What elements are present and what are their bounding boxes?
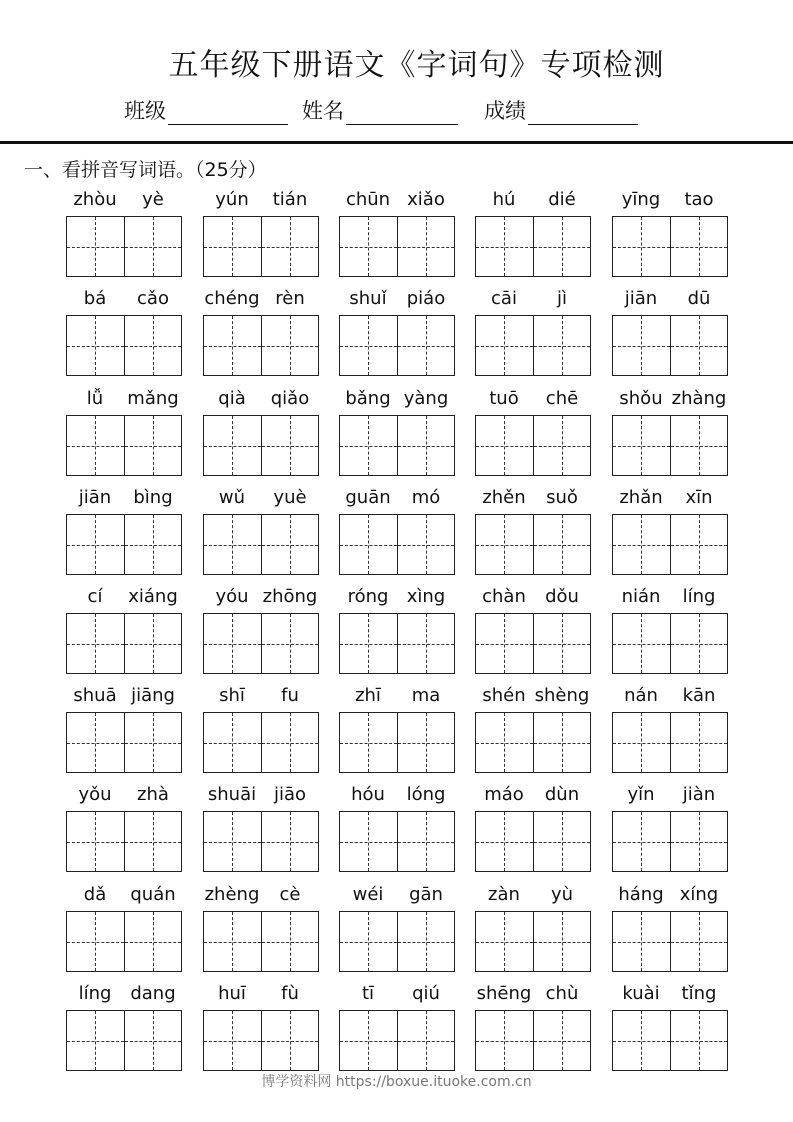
pinyin-label [612, 685, 728, 709]
character-cell[interactable] [613, 1011, 670, 1070]
pinyin-syllable: yīng [621, 189, 661, 210]
tianzige-boxes[interactable] [475, 315, 591, 376]
character-cell[interactable] [476, 217, 533, 276]
character-cell[interactable] [397, 912, 455, 971]
pinyin-syllable: dùn [544, 784, 580, 805]
pinyin-label [203, 685, 319, 709]
pinyin-label [339, 189, 455, 213]
character-cell[interactable] [533, 316, 591, 375]
pinyin-syllable: fù [281, 983, 299, 1004]
pinyin-label [339, 388, 455, 412]
pinyin-syllable: líng [78, 983, 112, 1004]
tianzige-boxes[interactable] [203, 415, 319, 476]
character-cell[interactable] [340, 416, 397, 475]
character-cell[interactable] [67, 316, 124, 375]
pinyin-label [612, 288, 728, 312]
pinyin-label [475, 884, 591, 908]
pinyin-syllable: cǎo [137, 288, 169, 309]
pinyin-syllable: chūn [345, 189, 391, 210]
pinyin-syllable: jì [556, 288, 567, 309]
pinyin-label [203, 487, 319, 511]
character-cell[interactable] [397, 217, 455, 276]
pinyin-syllable: qiǎo [270, 388, 310, 409]
character-cell[interactable] [340, 614, 397, 673]
pinyin-syllable: tao [684, 189, 714, 210]
tianzige-boxes[interactable] [612, 911, 728, 972]
character-cell[interactable] [397, 614, 455, 673]
character-cell[interactable] [533, 912, 591, 971]
character-cell[interactable] [397, 1011, 455, 1070]
tianzige-boxes[interactable] [203, 911, 319, 972]
pinyin-syllable: zàn [488, 884, 520, 905]
tianzige-boxes[interactable] [339, 216, 455, 277]
character-cell[interactable] [670, 614, 728, 673]
pinyin-label [66, 983, 182, 1007]
character-cell[interactable] [124, 416, 182, 475]
character-cell[interactable] [261, 1011, 319, 1070]
pinyin-label [612, 388, 728, 412]
character-cell[interactable] [124, 316, 182, 375]
character-cell[interactable] [340, 713, 397, 772]
character-cell[interactable] [533, 812, 591, 871]
page-title: 五年级下册语文《字词句》专项检测 [168, 48, 665, 83]
character-cell[interactable] [613, 416, 670, 475]
character-cell[interactable] [476, 416, 533, 475]
pinyin-label [612, 983, 728, 1007]
character-cell[interactable] [476, 713, 533, 772]
character-cell[interactable] [124, 912, 182, 971]
character-cell[interactable] [476, 515, 533, 574]
tianzige-boxes[interactable] [203, 1010, 319, 1071]
character-cell[interactable] [204, 316, 261, 375]
pinyin-label [612, 784, 728, 808]
pinyin-syllable: cè [279, 884, 301, 905]
tianzige-boxes[interactable] [612, 811, 728, 872]
pinyin-syllable: kuài [622, 983, 660, 1004]
character-cell[interactable] [670, 1011, 728, 1070]
tianzige-boxes[interactable] [66, 613, 182, 674]
character-cell[interactable] [261, 515, 319, 574]
pinyin-syllable: máo [484, 784, 524, 805]
character-cell[interactable] [261, 416, 319, 475]
character-cell[interactable] [613, 217, 670, 276]
pinyin-syllable: lǚ [86, 388, 104, 409]
tianzige-boxes[interactable] [66, 216, 182, 277]
pinyin-syllable: guān [345, 487, 391, 508]
pinyin-syllable: xiáng [128, 586, 178, 607]
character-cell[interactable] [670, 515, 728, 574]
pinyin-syllable: líng [682, 586, 716, 607]
pinyin-syllable: jiān [624, 288, 658, 309]
pinyin-syllable: gān [409, 884, 443, 905]
pinyin-syllable: bá [83, 288, 107, 309]
pinyin-syllable: wǔ [218, 487, 246, 508]
pinyin-label [612, 487, 728, 511]
pinyin-label [339, 685, 455, 709]
pinyin-syllable: tī [361, 983, 375, 1004]
tianzige-boxes[interactable] [339, 613, 455, 674]
pinyin-syllable: qià [218, 388, 246, 409]
pinyin-syllable: tuō [489, 388, 519, 409]
character-cell[interactable] [613, 713, 670, 772]
pinyin-syllable: mǎng [127, 388, 179, 409]
pinyin-syllable: chéng [204, 288, 260, 309]
tianzige-boxes[interactable] [612, 613, 728, 674]
character-cell[interactable] [261, 217, 319, 276]
tianzige-boxes[interactable] [612, 712, 728, 773]
pinyin-syllable: dang [130, 983, 176, 1004]
pinyin-syllable: suǒ [546, 487, 578, 508]
pinyin-label [612, 189, 728, 213]
character-cell[interactable] [204, 1011, 261, 1070]
pinyin-label [475, 487, 591, 511]
pinyin-label [66, 388, 182, 412]
pinyin-syllable: zhèng [204, 884, 260, 905]
character-cell[interactable] [340, 316, 397, 375]
pinyin-label [339, 288, 455, 312]
pinyin-syllable: jiān [78, 487, 112, 508]
character-cell[interactable] [67, 713, 124, 772]
character-cell[interactable] [476, 912, 533, 971]
character-cell[interactable] [340, 1011, 397, 1070]
tianzige-boxes[interactable] [203, 315, 319, 376]
character-cell[interactable] [340, 812, 397, 871]
pinyin-syllable: háng [618, 884, 664, 905]
name-label: 姓名 [302, 99, 344, 123]
pinyin-syllable: fu [281, 685, 299, 706]
pinyin-label [203, 288, 319, 312]
section-heading: 一、看拼音写词语。（25分） [24, 159, 267, 181]
class-label: 班级 [124, 99, 166, 123]
pinyin-syllable: chù [545, 983, 579, 1004]
tianzige-boxes[interactable] [475, 415, 591, 476]
pinyin-syllable: jiāng [131, 685, 175, 706]
pinyin-label [203, 784, 319, 808]
character-cell[interactable] [613, 316, 670, 375]
character-cell[interactable] [670, 316, 728, 375]
character-cell[interactable] [476, 812, 533, 871]
character-cell[interactable] [670, 912, 728, 971]
pinyin-syllable: shēng [476, 983, 532, 1004]
character-cell[interactable] [613, 515, 670, 574]
pinyin-syllable: yè [142, 189, 164, 210]
pinyin-syllable: rèn [275, 288, 305, 309]
pinyin-label [203, 884, 319, 908]
character-cell[interactable] [67, 812, 124, 871]
character-cell[interactable] [340, 217, 397, 276]
pinyin-label [66, 487, 182, 511]
pinyin-syllable: zhǎn [619, 487, 663, 508]
pinyin-syllable: qiú [412, 983, 440, 1004]
pinyin-syllable: tián [272, 189, 308, 210]
pinyin-label [339, 884, 455, 908]
character-cell[interactable] [204, 812, 261, 871]
pinyin-syllable: jiàn [682, 784, 716, 805]
character-cell[interactable] [670, 217, 728, 276]
pinyin-syllable: xiǎo [407, 189, 445, 210]
character-cell[interactable] [204, 713, 261, 772]
pinyin-syllable: zhī [355, 685, 381, 706]
character-cell[interactable] [67, 515, 124, 574]
class-blank[interactable] [168, 102, 288, 125]
pinyin-syllable: zhàng [671, 388, 727, 409]
character-cell[interactable] [476, 1011, 533, 1070]
pinyin-label [66, 586, 182, 610]
character-cell[interactable] [533, 614, 591, 673]
pinyin-syllable: lóng [406, 784, 446, 805]
character-cell[interactable] [533, 713, 591, 772]
pinyin-syllable: shuāi [207, 784, 257, 805]
pinyin-label [66, 685, 182, 709]
tianzige-boxes[interactable] [339, 315, 455, 376]
pinyin-syllable: nán [624, 685, 658, 706]
pinyin-syllable: dié [548, 189, 576, 210]
character-cell[interactable] [204, 416, 261, 475]
character-cell[interactable] [476, 614, 533, 673]
character-cell[interactable] [261, 812, 319, 871]
pinyin-syllable: ma [411, 685, 441, 706]
tianzige-boxes[interactable] [66, 415, 182, 476]
tianzige-boxes[interactable] [612, 1010, 728, 1071]
tianzige-boxes[interactable] [66, 315, 182, 376]
pinyin-syllable: róng [347, 586, 389, 607]
pinyin-label [612, 884, 728, 908]
tianzige-boxes[interactable] [203, 216, 319, 277]
character-cell[interactable] [67, 912, 124, 971]
pinyin-syllable: bìng [133, 487, 173, 508]
pinyin-syllable: dū [687, 288, 711, 309]
pinyin-syllable: cāi [491, 288, 517, 309]
pinyin-syllable: dǎ [83, 884, 107, 905]
character-cell[interactable] [204, 912, 261, 971]
pinyin-syllable: xíng [679, 884, 719, 905]
pinyin-syllable: jiāo [273, 784, 307, 805]
pinyin-syllable: shèng [534, 685, 590, 706]
pinyin-syllable: zhà [137, 784, 169, 805]
pinyin-syllable: bǎng [345, 388, 391, 409]
pinyin-label [339, 784, 455, 808]
tianzige-boxes[interactable] [475, 1010, 591, 1071]
pinyin-label [66, 189, 182, 213]
character-cell[interactable] [261, 912, 319, 971]
tianzige-boxes[interactable] [475, 911, 591, 972]
tianzige-boxes[interactable] [339, 415, 455, 476]
character-cell[interactable] [124, 614, 182, 673]
character-cell[interactable] [670, 713, 728, 772]
pinyin-label [339, 983, 455, 1007]
pinyin-syllable: zhōng [262, 586, 318, 607]
pinyin-syllable: dǒu [545, 586, 579, 607]
pinyin-syllable: shǒu [619, 388, 663, 409]
pinyin-label [475, 189, 591, 213]
pinyin-syllable: shuǐ [349, 288, 387, 309]
tianzige-boxes[interactable] [339, 811, 455, 872]
character-cell[interactable] [476, 316, 533, 375]
pinyin-syllable: tǐng [681, 983, 717, 1004]
character-cell[interactable] [670, 812, 728, 871]
character-cell[interactable] [533, 416, 591, 475]
tianzige-boxes[interactable] [66, 1010, 182, 1071]
pinyin-label [203, 586, 319, 610]
pinyin-label [66, 784, 182, 808]
pinyin-syllable: yù [550, 884, 574, 905]
character-cell[interactable] [397, 515, 455, 574]
tianzige-boxes[interactable] [612, 415, 728, 476]
character-cell[interactable] [533, 217, 591, 276]
character-cell[interactable] [340, 515, 397, 574]
pinyin-label [475, 388, 591, 412]
pinyin-label [339, 586, 455, 610]
pinyin-label [475, 983, 591, 1007]
character-cell[interactable] [124, 515, 182, 574]
tianzige-boxes[interactable] [339, 911, 455, 972]
pinyin-syllable: hú [492, 189, 516, 210]
pinyin-syllable: yóu [215, 586, 249, 607]
character-cell[interactable] [397, 812, 455, 871]
tianzige-boxes[interactable] [612, 216, 728, 277]
pinyin-label [66, 884, 182, 908]
pinyin-syllable: shén [482, 685, 526, 706]
character-cell[interactable] [124, 217, 182, 276]
pinyin-syllable: huī [218, 983, 246, 1004]
pinyin-syllable: zhěn [482, 487, 526, 508]
tianzige-boxes[interactable] [203, 712, 319, 773]
header-divider [0, 141, 793, 144]
character-cell[interactable] [124, 713, 182, 772]
character-cell[interactable] [204, 515, 261, 574]
tianzige-boxes[interactable] [203, 514, 319, 575]
pinyin-label [475, 784, 591, 808]
pinyin-syllable: yǒu [78, 784, 112, 805]
character-cell[interactable] [670, 416, 728, 475]
character-cell[interactable] [67, 614, 124, 673]
character-cell[interactable] [397, 416, 455, 475]
character-cell[interactable] [261, 713, 319, 772]
pinyin-label [475, 288, 591, 312]
pinyin-syllable: yǐn [627, 784, 655, 805]
score-blank[interactable] [528, 102, 638, 125]
pinyin-label [475, 685, 591, 709]
character-cell[interactable] [124, 812, 182, 871]
character-cell[interactable] [204, 217, 261, 276]
pinyin-label [339, 487, 455, 511]
character-cell[interactable] [67, 217, 124, 276]
student-info [124, 95, 652, 125]
pinyin-syllable: xìng [406, 586, 446, 607]
tianzige-boxes[interactable] [612, 315, 728, 376]
pinyin-syllable: chàn [482, 586, 526, 607]
pinyin-syllable: kān [682, 685, 716, 706]
character-cell[interactable] [340, 912, 397, 971]
class-field[interactable] [124, 95, 288, 125]
pinyin-syllable: zhòu [73, 189, 117, 210]
pinyin-label [203, 189, 319, 213]
character-cell[interactable] [67, 1011, 124, 1070]
score-label: 成绩 [484, 99, 526, 123]
name-field[interactable] [302, 95, 458, 125]
pinyin-syllable: quán [130, 884, 176, 905]
character-cell[interactable] [613, 912, 670, 971]
pinyin-label [475, 586, 591, 610]
pinyin-syllable: nián [621, 586, 661, 607]
character-cell[interactable] [261, 316, 319, 375]
tianzige-boxes[interactable] [203, 811, 319, 872]
tianzige-boxes[interactable] [475, 613, 591, 674]
character-cell[interactable] [204, 614, 261, 673]
character-cell[interactable] [613, 812, 670, 871]
tianzige-boxes[interactable] [475, 514, 591, 575]
pinyin-syllable: chē [545, 388, 579, 409]
pinyin-label [612, 586, 728, 610]
pinyin-syllable: wéi [352, 884, 384, 905]
pinyin-label [203, 983, 319, 1007]
tianzige-boxes[interactable] [66, 911, 182, 972]
pinyin-syllable: yàng [403, 388, 449, 409]
tianzige-boxes[interactable] [66, 712, 182, 773]
character-cell[interactable] [261, 614, 319, 673]
footer-watermark: 博学资料网 https://boxue.ituoke.com.cn [261, 1074, 532, 1090]
tianzige-boxes[interactable] [475, 811, 591, 872]
character-cell[interactable] [67, 416, 124, 475]
character-cell[interactable] [613, 614, 670, 673]
pinyin-syllable: xīn [685, 487, 713, 508]
pinyin-syllable: cí [87, 586, 103, 607]
score-field[interactable] [484, 95, 638, 125]
tianzige-boxes[interactable] [475, 216, 591, 277]
pinyin-label [203, 388, 319, 412]
pinyin-syllable: piáo [406, 288, 446, 309]
tianzige-boxes[interactable] [475, 712, 591, 773]
pinyin-syllable: shī [219, 685, 245, 706]
pinyin-syllable: mó [411, 487, 441, 508]
character-cell[interactable] [397, 316, 455, 375]
character-cell[interactable] [124, 1011, 182, 1070]
pinyin-syllable: hóu [351, 784, 385, 805]
character-cell[interactable] [533, 1011, 591, 1070]
tianzige-boxes[interactable] [339, 712, 455, 773]
pinyin-syllable: shuā [73, 685, 117, 706]
tianzige-boxes[interactable] [66, 811, 182, 872]
tianzige-boxes[interactable] [203, 613, 319, 674]
tianzige-boxes[interactable] [612, 514, 728, 575]
name-blank[interactable] [346, 102, 458, 125]
character-cell[interactable] [397, 713, 455, 772]
tianzige-boxes[interactable] [339, 1010, 455, 1071]
pinyin-syllable: yuè [273, 487, 307, 508]
pinyin-label [66, 288, 182, 312]
character-cell[interactable] [533, 515, 591, 574]
pinyin-syllable: yún [215, 189, 249, 210]
tianzige-boxes[interactable] [66, 514, 182, 575]
tianzige-boxes[interactable] [339, 514, 455, 575]
